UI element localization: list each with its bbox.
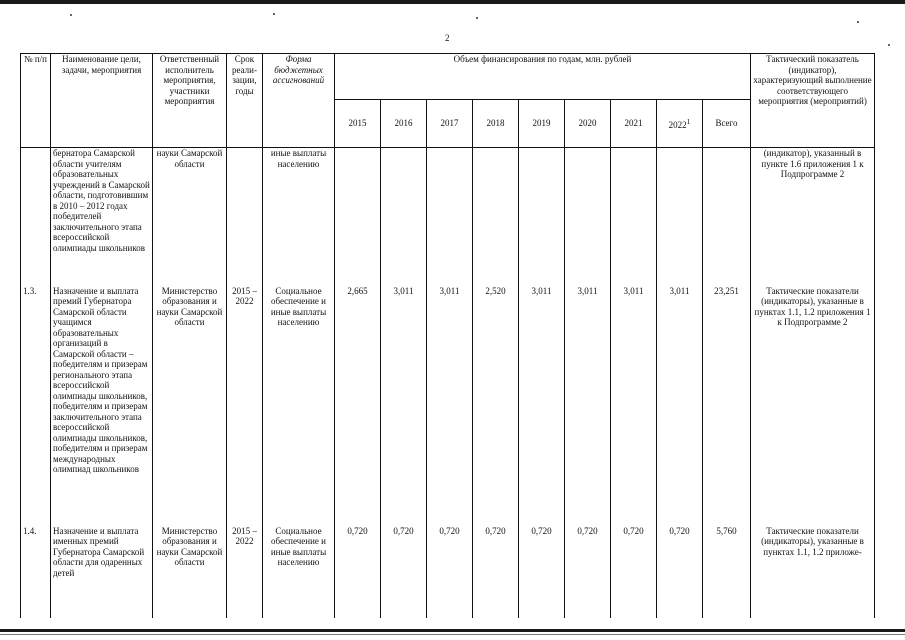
row-value <box>565 148 611 286</box>
row-value: 0,720 <box>381 526 427 618</box>
table-row <box>21 286 875 526</box>
row-value <box>657 148 703 286</box>
row-total <box>703 148 751 286</box>
header-executor: Ответственный исполнитель мероприятия, участники мероприятия <box>153 54 227 148</box>
row-term: 2015 – 2022 <box>227 526 263 618</box>
row-value: 3,011 <box>565 286 611 526</box>
row-value: 3,011 <box>381 286 427 526</box>
row-indicator: Тактические показатели (индикаторы), указанные в пунктах 1.1, 1.2 приложе- <box>751 526 875 618</box>
row-value: 2,665 <box>335 286 381 526</box>
row-value <box>473 148 519 286</box>
row-value: 3,011 <box>519 286 565 526</box>
year-2016: 2016 <box>381 100 427 148</box>
row-form: Социальное обеспечение и иные выплаты населению <box>263 526 335 618</box>
scan-speck <box>857 21 859 23</box>
table-row <box>21 526 875 618</box>
scan-top-border <box>0 0 905 4</box>
scan-speck <box>273 13 275 15</box>
header-form: Форма бюджетных ассигнований <box>263 54 335 148</box>
row-num: 1.3. <box>21 286 51 526</box>
row-executor: Министерство образования и науки Самарской области <box>153 526 227 618</box>
row-value: 0,720 <box>611 526 657 618</box>
row-executor: науки Самарской области <box>153 148 227 286</box>
year-2021: 2021 <box>611 100 657 148</box>
row-name: Назначение и выплата премий Губернатора Самарской области учащимся образовательных организаций в Самарской области – победителям и призерам регионального этапа всероссийской олимпиады школьников, победителям и призерам заключительного этапа всероссийской олимпиады школьников, победителям и призерам международных олимпиад школьников <box>51 286 153 526</box>
header-term: Срок реали-зации, годы <box>227 54 263 148</box>
row-form: иные выплаты населению <box>263 148 335 286</box>
scan-speck <box>70 14 72 16</box>
row-form: Социальное обеспечение и иные выплаты населению <box>263 286 335 526</box>
header-name: Наименование цели, задачи, мероприятия <box>51 54 153 148</box>
year-2022: 2022$^1$ <box>657 100 703 148</box>
row-value <box>427 148 473 286</box>
row-value: 2,520 <box>473 286 519 526</box>
year-2019: 2019 <box>519 100 565 148</box>
row-name: бернатора Самарской области учителям образовательных учреждений в Самарской области, подготовившим в 2010 – 2012 годах победителей заключительного этапа всероссийской олимпиады школьников <box>51 148 153 286</box>
row-value: 0,720 <box>427 526 473 618</box>
row-term <box>227 148 263 286</box>
row-value: 3,011 <box>427 286 473 526</box>
page-number: 2 <box>445 33 450 43</box>
header-funding: Объем финансирования по годам, млн. рублей <box>335 54 751 100</box>
year-total: Всего <box>703 100 751 148</box>
row-executor: Министерство образования и науки Самарской области <box>153 286 227 526</box>
row-term: 2015 – 2022 <box>227 286 263 526</box>
scan-bottom-border-thin <box>0 634 905 635</box>
row-value <box>335 148 381 286</box>
row-value: 0,720 <box>565 526 611 618</box>
row-name: Назначение и выплата именных премий Губернатора Самарской области для одаренных детей <box>51 526 153 618</box>
year-2017: 2017 <box>427 100 473 148</box>
row-value <box>611 148 657 286</box>
row-value: 0,720 <box>519 526 565 618</box>
row-num: 1.4. <box>21 526 51 618</box>
row-value: 0,720 <box>473 526 519 618</box>
year-2015: 2015 <box>335 100 381 148</box>
scan-bottom-border <box>0 629 905 632</box>
funding-table <box>20 53 875 618</box>
row-indicator: Тактические показатели (индикаторы), указанные в пунктах 1.1, 1.2 приложения 1 к Подпрограмме 2 <box>751 286 875 526</box>
row-value: 0,720 <box>335 526 381 618</box>
row-value: 3,011 <box>611 286 657 526</box>
scan-speck <box>888 44 890 46</box>
row-num <box>21 148 51 286</box>
header-num: № п/п <box>21 54 51 148</box>
row-value <box>381 148 427 286</box>
row-value <box>519 148 565 286</box>
row-value: 0,720 <box>657 526 703 618</box>
table-row <box>21 148 875 286</box>
year-2018: 2018 <box>473 100 519 148</box>
row-total: 5,760 <box>703 526 751 618</box>
scan-speck <box>476 17 478 19</box>
row-indicator: (индикатор), указанный в пункте 1.6 приложения 1 к Подпрограмме 2 <box>751 148 875 286</box>
row-total: 23,251 <box>703 286 751 526</box>
row-value: 3,011 <box>657 286 703 526</box>
year-2020: 2020 <box>565 100 611 148</box>
header-indicator: Тактический показатель (индикатор), характеризующий выполнение соответствующего мероприятия (мероприятий) <box>751 54 875 148</box>
